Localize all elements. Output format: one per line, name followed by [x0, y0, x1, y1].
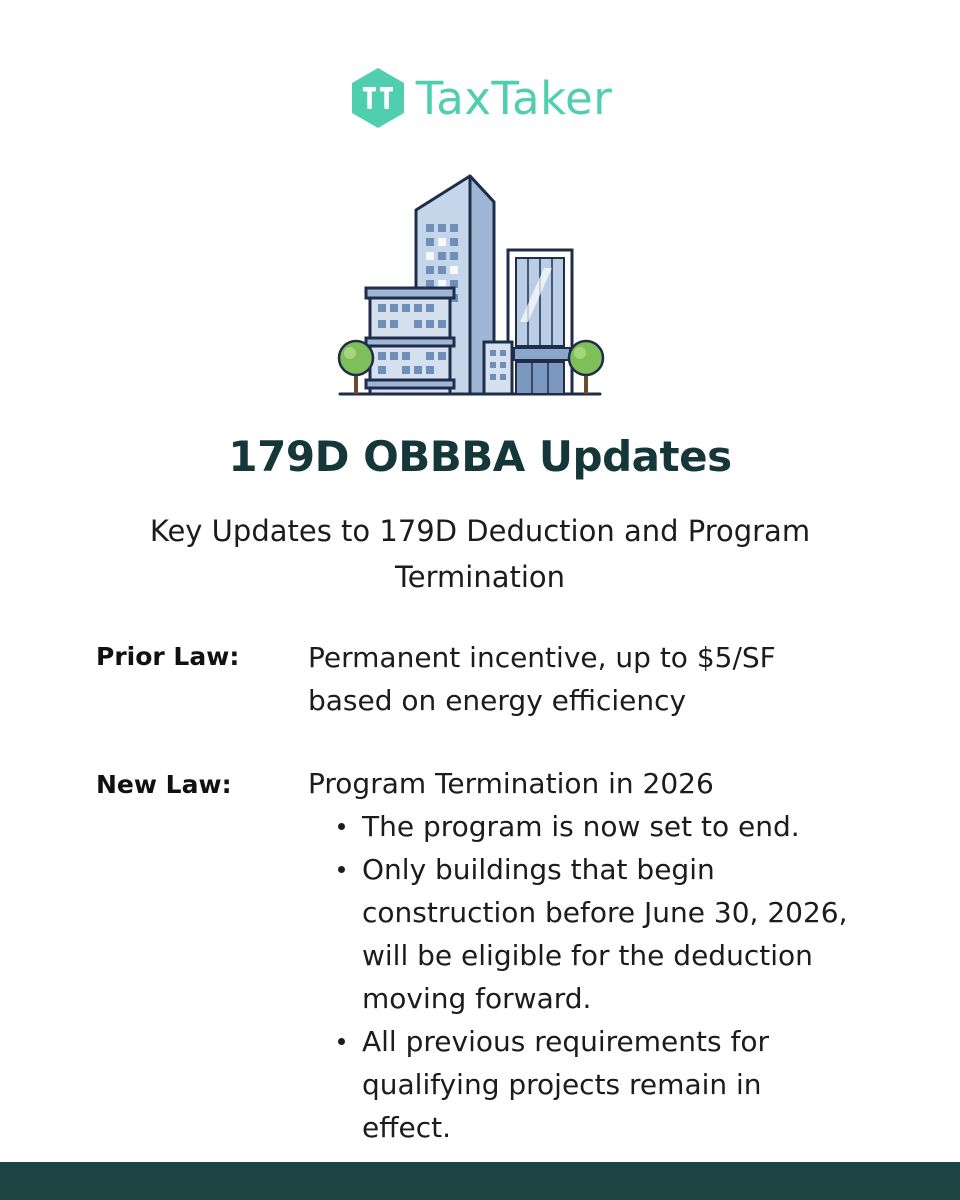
list-item-text: The program is now set to end.: [362, 810, 800, 843]
page-title: 179D OBBBA Updates: [228, 432, 732, 481]
hexagon-logo-icon: [348, 66, 408, 130]
list-item-text: Only buildings that begin construction before June 30, 2026, will be eligible for the deduction moving forward.: [362, 853, 848, 1015]
bullet-icon: [338, 866, 345, 873]
list-item: [332, 848, 852, 1020]
bullet-icon: [338, 1038, 345, 1045]
list-item: [332, 1020, 852, 1149]
new-law-bullet-list: [332, 805, 852, 1149]
prior-law-text: Permanent incentive, up to $5/SF based on energy efficiency: [308, 641, 776, 717]
page-subtitle: Key Updates to 179D Deduction and Program Termination: [149, 514, 811, 594]
bullet-icon: [338, 823, 345, 830]
new-law-label: New Law:: [96, 770, 232, 799]
new-law-heading: Program Termination in 2026: [308, 767, 714, 800]
prior-law-label: Prior Law:: [96, 642, 240, 671]
list-item-text: All previous requirements for qualifying projects remain in effect.: [362, 1025, 769, 1144]
brand-name: TaxTaker: [415, 71, 613, 125]
list-item: [332, 805, 852, 848]
office-buildings-icon: [330, 172, 610, 400]
brand-logo: [0, 66, 960, 130]
footer-band: [0, 1162, 960, 1200]
